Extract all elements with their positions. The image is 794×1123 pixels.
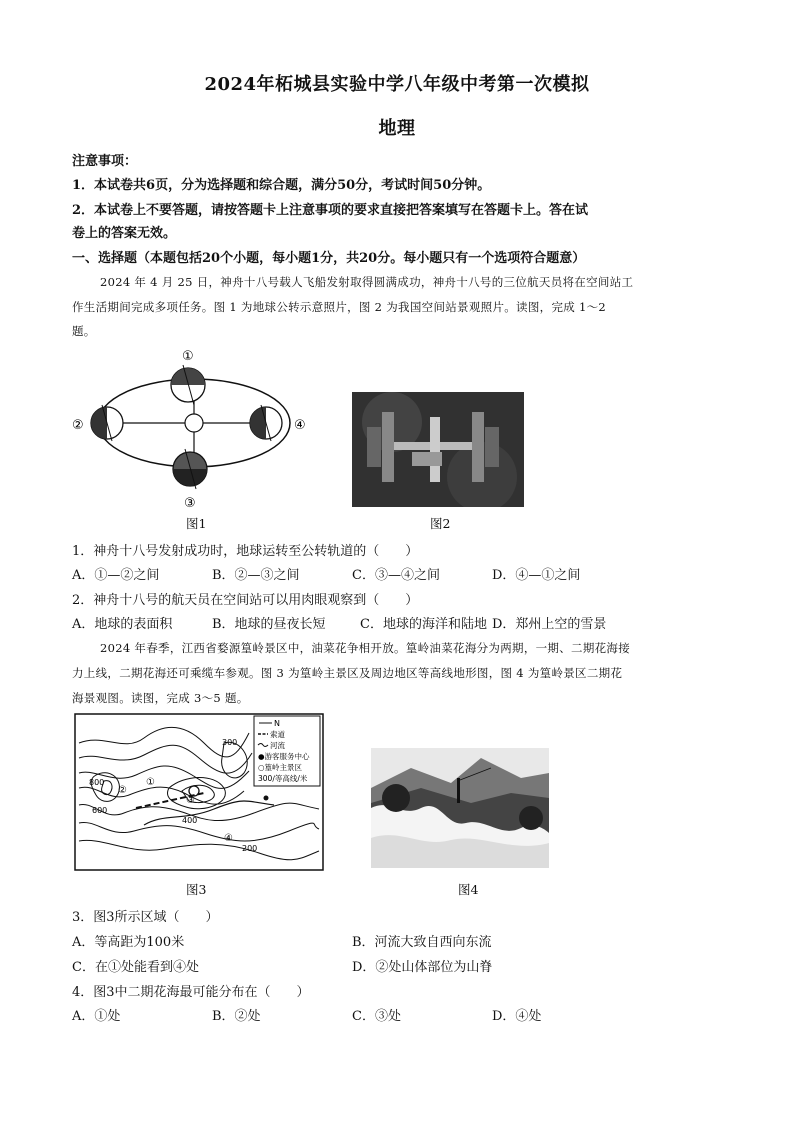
q2-option-b: B．地球的昼夜长短 bbox=[212, 617, 326, 632]
legend-cableway: 索道 bbox=[270, 730, 285, 739]
passage2-line1: 2024 年春季，江西省婺源篁岭景区中，油菜花争相开放。篁岭油菜花海分为两期，一期、二期花海接 bbox=[100, 641, 631, 655]
contour-label-600: 600 bbox=[92, 806, 108, 815]
map-point-4: ④ bbox=[224, 833, 233, 844]
passage2-line3: 海景观图。读图，完成 3～5 题。 bbox=[72, 691, 249, 705]
figure4-caption: 图4 bbox=[458, 882, 479, 897]
visitor-center-marker bbox=[264, 796, 269, 801]
q2-option-d: D．郑州上空的雪景 bbox=[492, 617, 607, 632]
q1-option-a: A．①—②之间 bbox=[72, 568, 160, 583]
figure2-caption: 图2 bbox=[430, 516, 451, 531]
contour-label-300: 300 bbox=[222, 738, 238, 747]
orbit-label-1: ① bbox=[182, 349, 194, 364]
map-point-2: ② bbox=[118, 785, 127, 796]
legend-north: N bbox=[274, 719, 280, 728]
section-heading: 一、选择题（本题包括20个小题，每小题1分，共20分。每小题只有一个选项符合题意） bbox=[72, 251, 586, 266]
earth-position-2 bbox=[91, 405, 123, 441]
exam-title: 2024年柘城县实验中学八年级中考第一次模拟 bbox=[204, 74, 590, 95]
question-1-stem: 1．神舟十八号发射成功时，地球运转至公转轨道的（ ） bbox=[72, 544, 419, 559]
q1-option-b: B．②—③之间 bbox=[212, 568, 300, 583]
legend-visitor-center: ●游客服务中心 bbox=[258, 752, 310, 761]
legend-main-scenic: ○篁岭主景区 bbox=[258, 763, 303, 772]
notice-heading: 注意事项： bbox=[72, 154, 138, 169]
passage1-line1: 2024 年 4 月 25 日，神舟十八号载人飞船发射取得圆满成功，神舟十八号的三位航天员将在空间站工 bbox=[100, 275, 634, 289]
space-station-photo bbox=[352, 392, 524, 507]
q4-option-b: B．②处 bbox=[212, 1009, 261, 1024]
earth-orbit-diagram bbox=[70, 345, 320, 510]
sun-icon bbox=[185, 414, 203, 432]
legend-river: 河流 bbox=[270, 741, 285, 750]
contour-label-800: 800 bbox=[89, 778, 105, 787]
question-4-stem: 4．图3中二期花海最可能分布在（ ） bbox=[72, 985, 310, 1000]
passage2-line2: 力上线，二期花海还可乘缆车参观。图 3 为篁岭主景区及周边地区等高线地形图，图 4 为篁岭景区二期花 bbox=[72, 666, 623, 680]
q3-option-d: D．②处山体部位为山脊 bbox=[352, 960, 493, 975]
figure1-caption: 图1 bbox=[186, 516, 207, 531]
earth-position-3 bbox=[173, 449, 207, 489]
orbit-label-4: ④ bbox=[294, 418, 306, 433]
map-point-3: ③ bbox=[186, 795, 195, 806]
contour-map bbox=[74, 713, 324, 871]
notice-item-1: 1．本试卷共6页，分为选择题和综合题，满分50分，考试时间50分钟。 bbox=[72, 178, 491, 193]
q3-option-c: C．在①处能看到④处 bbox=[72, 960, 199, 975]
q4-option-a: A．①处 bbox=[72, 1009, 121, 1024]
q2-option-a: A．地球的表面积 bbox=[72, 617, 173, 632]
earth-position-1 bbox=[171, 365, 205, 405]
q3-option-a: A．等高距为100米 bbox=[72, 935, 185, 950]
q3-option-b: B．河流大致自西向东流 bbox=[352, 935, 492, 950]
notice-item-2b: 卷上的答案无效。 bbox=[72, 226, 177, 241]
q4-option-c: C．③处 bbox=[352, 1009, 401, 1024]
orbit-label-3: ③ bbox=[184, 496, 196, 510]
question-3-stem: 3．图3所示区域（ ） bbox=[72, 910, 219, 925]
legend-contour: 300∕等高线/米 bbox=[258, 774, 308, 783]
orbit-label-2: ② bbox=[72, 418, 84, 433]
passage1-line2: 作生活期间完成多项任务。图 1 为地球公转示意照片，图 2 为我国空间站景观照片。读图，完成 1～2 bbox=[72, 300, 607, 314]
notice-item-2a: 2．本试卷上不要答题，请按答题卡上注意事项的要求直接把答案填写在答题卡上。答在试 bbox=[72, 203, 589, 218]
passage1-line3: 题。 bbox=[72, 324, 96, 338]
contour-label-200: 200 bbox=[242, 844, 258, 853]
q4-option-d: D．④处 bbox=[492, 1009, 542, 1024]
subject-title: 地理 bbox=[378, 118, 416, 139]
q2-option-c: C．地球的海洋和陆地 bbox=[360, 617, 487, 632]
map-point-1: ① bbox=[146, 777, 155, 788]
q1-option-d: D．④—①之间 bbox=[492, 568, 581, 583]
question-2-stem: 2．神舟十八号的航天员在空间站可以用肉眼观察到（ ） bbox=[72, 593, 419, 608]
q1-option-c: C．③—④之间 bbox=[352, 568, 440, 583]
contour-label-400: 400 bbox=[182, 816, 198, 825]
figure3-caption: 图3 bbox=[186, 882, 207, 897]
earth-position-4 bbox=[250, 405, 282, 441]
flower-sea-photo bbox=[371, 748, 549, 868]
